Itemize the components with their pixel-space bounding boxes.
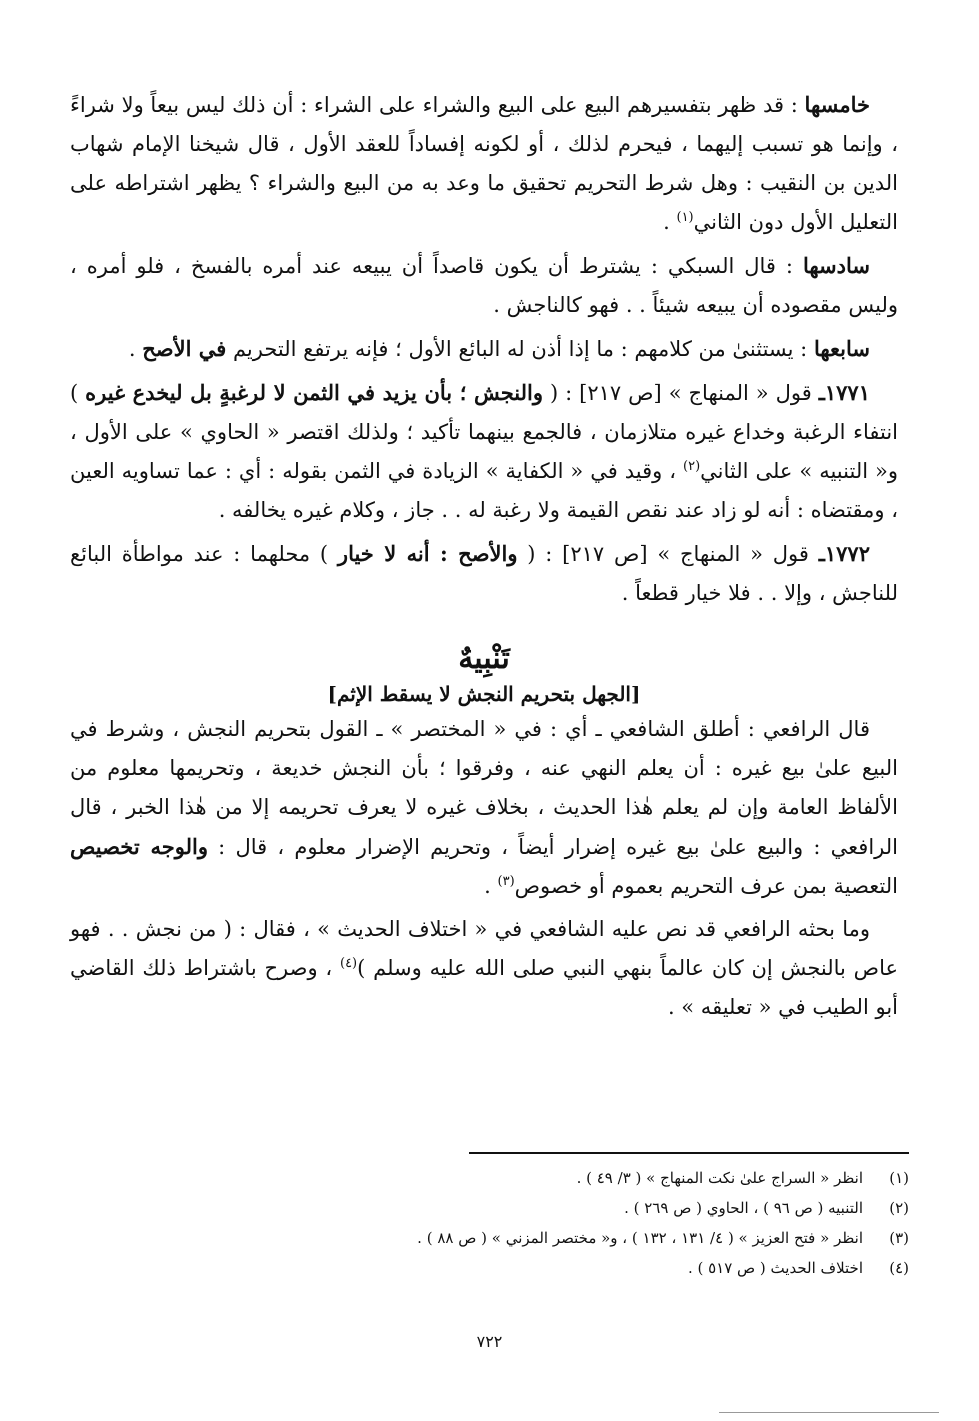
paragraph-shafii: وما بحثه الرافعي قد نص عليه الشافعي في « اختلاف الحديث » ، فقال : ( من نجش . . فهو عاص بالنجش إن كان عالماً بنهي النبي صلى الله عليه وسلم )$^{(٤)}$ ، وصرح باشتراط ذلك القاضي أبو الطيب في « تعليقه » .	[70, 917, 898, 1019]
footnote-number: (٤)	[889, 1259, 909, 1277]
section-heading: تَنْبِيهٌ	[458, 641, 510, 676]
paragraph-sixth: سادسها : قال السبكي : يشترط أن يكون قاصداً أن يبيعه عند أمره بالفسخ ، فلو أمره ، وليس مقصوده أن يبيعه شيئاً . . فهو كالناجش .	[70, 253, 898, 317]
footnote-item	[81, 1166, 909, 1190]
footnote-text: انظر « السراج علىٰ نكت المنهاج » ( ٣/ ٤٩ ) .	[576, 1169, 863, 1187]
footnote-ref[interactable]: (٤)	[339, 956, 358, 971]
footnote-number: (٣)	[889, 1229, 909, 1247]
entry-number: ١٧٧١ـ	[818, 380, 870, 405]
paragraph-fifth: خامسها : قد ظهر بتفسيرهم البيع على البيع والشراء على الشراء : أن ذلك ليس بيعاً ولا شراءً ، وإنما هو تسبب إليهما ، فيحرم لذلك ، أو لكونه إفساداً للعقد الأول ، قال شيخنا الإمام شهاب الدين بن النقيب : وهل شرط التحريم تحقيق ما وعد به من البيع والشراء ؟ يظهر اشتراطه على التعليل الأول دون الثاني$^{(١)}$ .	[70, 92, 898, 234]
page-number: ٧٢٢	[476, 1332, 503, 1351]
scan-edge-line	[719, 1412, 939, 1413]
paragraph-lead: سادسها	[802, 253, 870, 278]
paragraph-1772: ١٧٧٢ـ قول « المنهاج » [ص ٢١٧] : ( والأصح : أنه لا خيار ) محلهما : عند مواطأة البائع للناجش ، وإلا . . فلا خيار قطعاً .	[70, 541, 898, 605]
paragraph-rafii: قال الرافعي : أطلق الشافعي ـ أي : في « المختصر » ـ القول بتحريم النجش ، وشرط في البيع علىٰ بيع غيره : أن يعلم النهي عنه ، وفرقوا ؛ بأن النجش خديعة ، وتحريمها معلوم من الألفاظ العامة وإن لم يعلم هٰذا الحديث ، بخلاف غيره لا يعرف تحريمه إلا من هٰذا الخبر ، قال الرافعي : والبيع علىٰ بيع غيره إضرار أيضاً ، وتحريم الإضرار معلوم ، قال : والوجه تخصيص التعصية بمن عرف التحريم بعموم أو خصوص$^{(٣)}$ .	[70, 717, 898, 898]
quoted-text: والنجش ؛ بأن يزيد في الثمن لا لرغبةٍ بل ليخدع غيره	[85, 380, 544, 405]
footnote-ref[interactable]: (١)	[676, 210, 694, 225]
footnote-ref[interactable]: (٢)	[683, 459, 701, 474]
paragraph-seventh: سابعها : يستثنىٰ من كلامهم : ما إذا أذن له البائع الأول ؛ فإنه يرتفع التحريم في الأصح .	[128, 336, 870, 361]
footnote-ref[interactable]: (٣)	[497, 874, 515, 889]
footnote-item	[81, 1256, 909, 1280]
quoted-text: والأصح : أنه لا خيار	[337, 541, 518, 566]
footnotes	[81, 1166, 909, 1286]
paragraph-lead: سابعها	[813, 336, 870, 361]
section-subtitle: [الجهل بتحريم النجش لا يسقط الإثم]	[327, 682, 641, 706]
footnote-number: (٢)	[889, 1199, 909, 1217]
footnote-text: اختلاف الحديث ( ص ٥١٧ ) .	[687, 1259, 863, 1277]
footnote-text: التنبيه ( ص ٩٦ ) ، الحاوي ( ص ٢٦٩ ) .	[624, 1199, 863, 1217]
page-body	[70, 85, 898, 1031]
footnote-item	[81, 1226, 909, 1250]
footnote-text: انظر « فتح العزيز » ( ٤/ ١٣١ ، ١٣٢ ) ، و« مختصر المزني » ( ص ٨٨ ) .	[417, 1229, 863, 1247]
paragraph-1771: ١٧٧١ـ قول « المنهاج » [ص ٢١٧] : ( والنجش ؛ بأن يزيد في الثمن لا لرغبةٍ بل ليخدع غيره ) انتفاء الرغبة وخداع غيره متلازمان ، فالجمع بينهما تأكيد ؛ ولذلك اقتصر « الحاوي » على الأول ، و« التنبيه » على الثاني$^{(٢)}$ ، وقيد في « الكفاية » الزيادة في الثمن بقوله : أي : عما تساويه العين ، ومقتضاه : أنه لو زاد عند نقص القيمة ولا رغبة له . . جاز ، وكلام غيره يخالفه .	[70, 380, 899, 522]
footnote-item	[81, 1196, 909, 1220]
entry-number: ١٧٧٢ـ	[818, 541, 870, 566]
footnote-divider	[469, 1152, 909, 1154]
footnote-number: (١)	[889, 1169, 909, 1187]
paragraph-lead: خامسها	[804, 92, 870, 117]
